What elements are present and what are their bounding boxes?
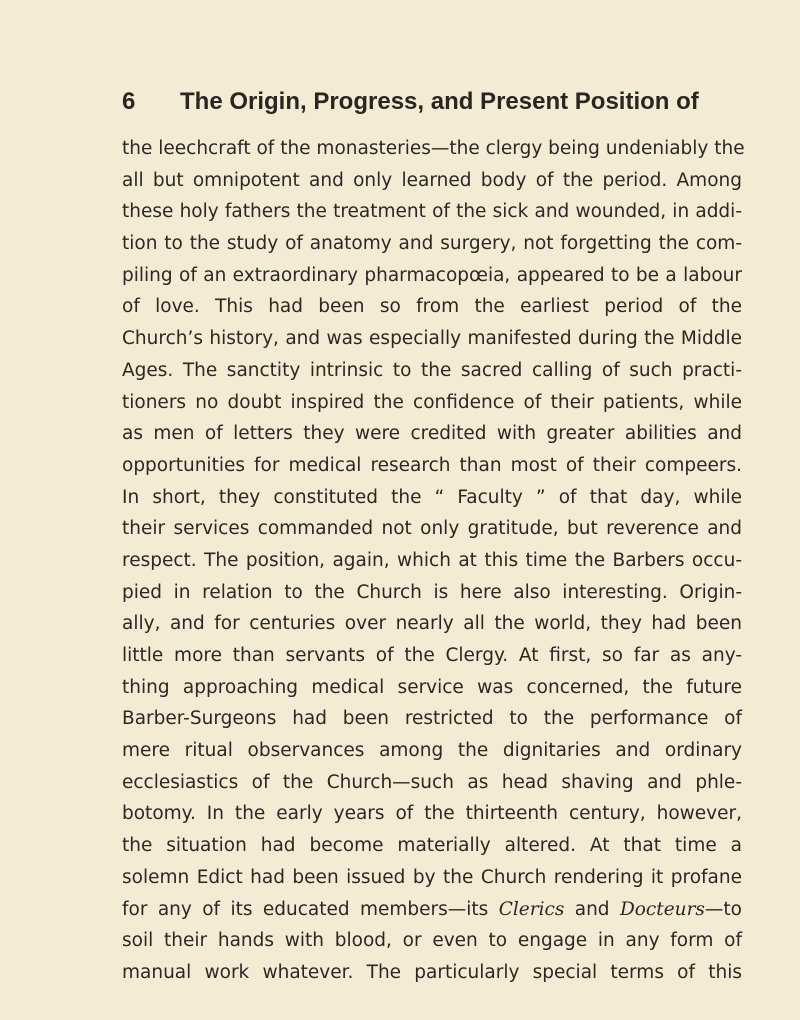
italic-term-docteurs: Docteurs (619, 898, 705, 920)
text-line: botomy. In the early years of the thirteenth century, however, (122, 803, 742, 825)
text-line: the situation had become materially altered. At that time a (122, 835, 742, 857)
text-line: of love. This had been so from the earliest period of the (122, 296, 742, 318)
text-line: the leechcraft of the monasteries—the clergy being undeniably the (122, 138, 745, 159)
text-line: In short, they constituted the “ Faculty ” of that day, while (122, 486, 742, 508)
text-line: opportunities for medical research than most of their compeers. (122, 454, 742, 476)
text-line: tion to the study of anatomy and surgery, not forgetting the com- (122, 233, 742, 255)
text-line: respect. The position, again, which at this time the Barbers occu- (122, 549, 742, 571)
text-line-with-italics (122, 894, 742, 926)
page-number: 6 (122, 88, 136, 115)
text-line: Ages. The sanctity intrinsic to the sacred calling of such practi- (122, 359, 742, 381)
text-line: manual work whatever. The particularly special terms of this (122, 961, 742, 983)
italic-term-clerics: Clerics (498, 898, 565, 920)
text-line: piling of an extraordinary pharmacopœia, appeared to be a labour (122, 264, 742, 286)
text-line: Church’s history, and was especially manifested during the Middle (122, 328, 742, 350)
text-line: solemn Edict had been issued by the Church rendering it profane (122, 866, 742, 888)
text-line: Barber-Surgeons had been restricted to the performance of (122, 708, 742, 730)
body-text (122, 133, 745, 989)
text-run: and (564, 898, 620, 920)
text-line: tioners no doubt inspired the confidence of their patients, while (122, 391, 742, 413)
text-run: —to (704, 898, 742, 920)
text-line: all but omnipotent and only learned body of the period. Among (122, 169, 742, 191)
text-line: their services commanded not only gratitude, but reverence and (122, 518, 742, 540)
text-run: for any of its educated members—its (122, 898, 499, 920)
text-line: pied in relation to the Church is here also interesting. Origin- (122, 581, 742, 603)
text-line: mere ritual observances among the dignitaries and ordinary (122, 740, 742, 762)
text-line: ecclesiastics of the Church—such as head shaving and phle- (122, 771, 742, 793)
text-line: as men of letters they were credited with greater abilities and (122, 423, 742, 445)
text-line: these holy fathers the treatment of the sick and wounded, in addi- (122, 201, 742, 223)
chapter-title: The Origin, Progress, and Present Position of (180, 88, 699, 115)
text-line: ally, and for centuries over nearly all the world, they had been (122, 613, 742, 635)
text-line: soil their hands with blood, or even to engage in any form of (122, 930, 742, 952)
text-line: little more than servants of the Clergy. At first, so far as any- (122, 645, 742, 666)
running-head (122, 86, 742, 118)
text-line: thing approaching medical service was concerned, the future (122, 676, 742, 698)
